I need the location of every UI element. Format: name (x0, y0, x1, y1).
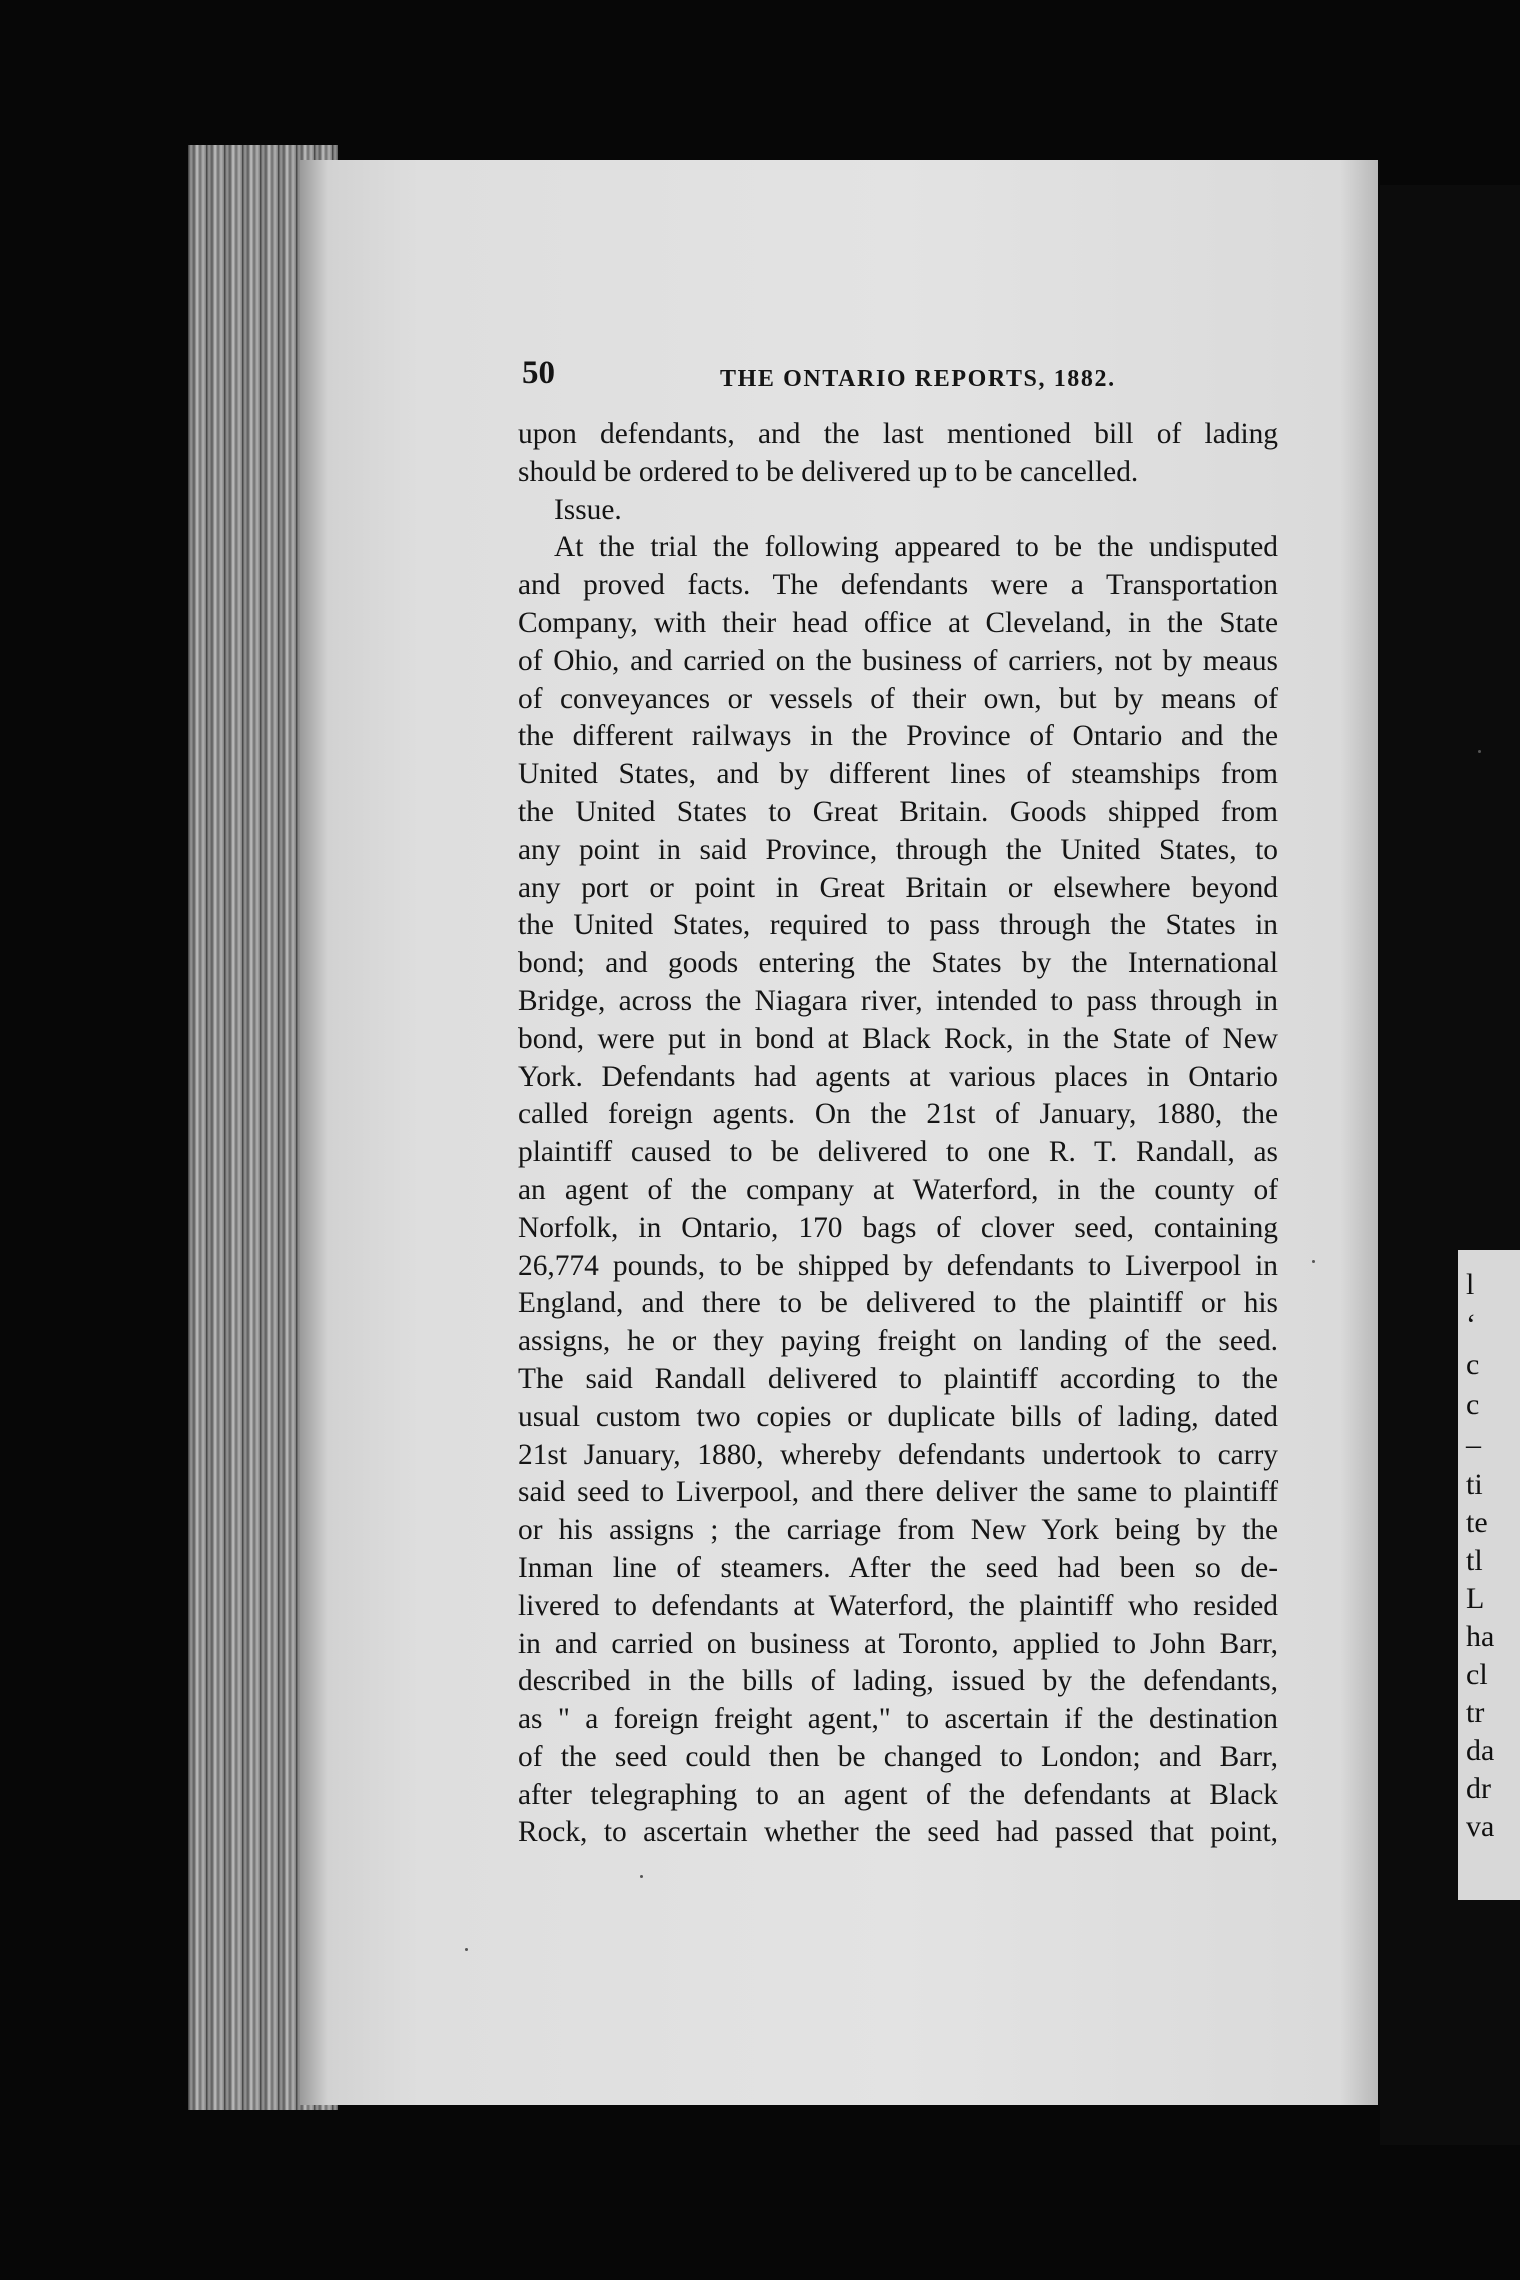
text-line: of the seed could then be changed to London; and Barr, (518, 1740, 1278, 1773)
running-head: THE ONTARIO REPORTS, 1882. (720, 366, 1116, 392)
text-line: of conveyances or vessels of their own, but by means of (518, 682, 1278, 715)
next-page-fragment-text: te (1466, 1506, 1488, 1539)
next-page-fragment-text: c (1466, 1348, 1480, 1381)
text-line: bond, were put in bond at Black Rock, in the State of New (518, 1022, 1278, 1055)
text-line: after telegraphing to an agent of the defendants at Black (518, 1778, 1278, 1811)
dust-speck (1478, 750, 1481, 753)
next-page-fragment-text: tl (1466, 1544, 1483, 1577)
next-page-fragment-text: da (1466, 1734, 1495, 1767)
text-line: assigns, he or they paying freight on landing of the seed. (518, 1325, 1278, 1358)
text-line: in and carried on business at Toronto, applied to John Barr, (518, 1627, 1278, 1660)
next-page-fragment-text: va (1466, 1810, 1495, 1843)
text-line: should be ordered to be delivered up to be cancelled. (518, 455, 1139, 488)
next-page-fragment (1458, 1250, 1520, 1900)
text-line: York. Defendants had agents at various places in Ontario (518, 1060, 1278, 1093)
text-line: the different railways in the Province of Ontario and the (518, 720, 1278, 753)
next-page-fragment-text: – (1466, 1428, 1481, 1461)
next-page-fragment-text: l (1466, 1268, 1475, 1301)
text-line: livered to defendants at Waterford, the plaintiff who resided (518, 1589, 1278, 1622)
text-line: an agent of the company at Waterford, in the county of (518, 1173, 1278, 1206)
text-line: and proved facts. The defendants were a Transportation (518, 569, 1278, 602)
text-line: the United States to Great Britain. Goods shipped from (518, 795, 1278, 828)
next-page-fragment-text: dr (1466, 1772, 1491, 1805)
text-line: described in the bills of lading, issued by the defendants, (518, 1665, 1278, 1698)
next-page-fragment-text: c (1466, 1388, 1480, 1421)
text-line: Bridge, across the Niagara river, intended to pass through in (518, 984, 1278, 1017)
text-line: said seed to Liverpool, and there deliver the same to plaintiff (518, 1476, 1278, 1509)
body-text (518, 416, 1278, 1852)
text-line: upon defendants, and the last mentioned bill of lading (518, 418, 1278, 450)
text-line: usual custom two copies or duplicate bills of lading, dated (518, 1400, 1278, 1433)
text-line: any point in said Province, through the United States, to (518, 833, 1278, 866)
text-line: bond; and goods entering the States by the International (518, 947, 1278, 980)
text-line: the United States, required to pass through the States in (518, 909, 1278, 942)
text-line: England, and there to be delivered to the plaintiff or his (518, 1287, 1278, 1320)
text-line: Rock, to ascertain whether the seed had passed that point, (518, 1816, 1278, 1849)
text-line: plaintiff caused to be delivered to one R. T. Randall, as (518, 1136, 1278, 1169)
text-line: 26,774 pounds, to be shipped by defendants to Liverpool in (518, 1249, 1278, 1282)
text-line: Norfolk, in Ontario, 170 bags of clover seed, containing (518, 1211, 1278, 1244)
dust-speck (465, 1948, 468, 1951)
next-page-fragment-text: ti (1466, 1468, 1483, 1501)
dust-speck (640, 1875, 643, 1878)
text-line: of Ohio, and carried on the business of carriers, not by meaus (518, 644, 1278, 677)
next-page-fragment-text: ha (1466, 1620, 1495, 1653)
text-line: At the trial the following appeared to be the undisputed (554, 531, 1278, 564)
text-line: 21st January, 1880, whereby defendants undertook to carry (518, 1438, 1278, 1471)
text-line: as " a foreign freight agent," to ascertain if the destination (518, 1703, 1278, 1736)
text-line: or his assigns ; the carriage from New York being by the (518, 1514, 1278, 1547)
text-line: Inman line of steamers. After the seed had been so de- (518, 1551, 1278, 1584)
text-line: Issue. (554, 493, 622, 526)
next-page-fragment-text: L (1466, 1582, 1485, 1615)
text-line: United States, and by different lines of steamships from (518, 758, 1278, 791)
text-line: any port or point in Great Britain or elsewhere beyond (518, 871, 1278, 904)
text-line: The said Randall delivered to plaintiff according to the (518, 1362, 1278, 1395)
page-number: 50 (522, 355, 555, 391)
next-page-fragment-text: ‘ (1466, 1308, 1476, 1341)
next-page-fragment-text: tr (1466, 1696, 1485, 1729)
text-line: Company, with their head office at Cleveland, in the State (518, 606, 1278, 639)
page-header (522, 355, 1282, 405)
text-line: called foreign agents. On the 21st of January, 1880, the (518, 1098, 1278, 1131)
dust-speck (1312, 1260, 1315, 1263)
next-page-fragment-text: cl (1466, 1658, 1488, 1691)
